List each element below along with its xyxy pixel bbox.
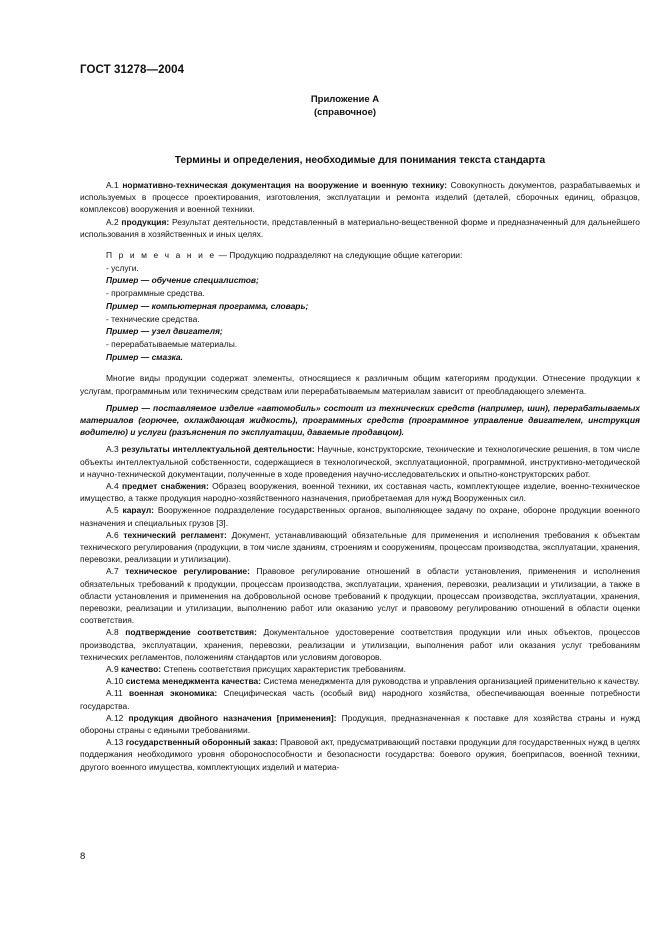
term-definition: Научные, конструкторские, технические и технологические решения, в том числе объекты интеллектуальной собственности, содержащиеся в технологической, эксплуатационной, программной, инструктивно-методической и научно-технической документации, полученные в ходе проведения научно-исследовательских и опытно-конструкторских работ. bbox=[80, 444, 640, 479]
term-number: А.9 bbox=[106, 664, 119, 675]
note-example: Пример — обучение специалистов; bbox=[106, 275, 259, 286]
term-definition: Система менеджмента для руководства и управления организацией применительно к качеству. bbox=[263, 676, 640, 687]
note-intro bbox=[106, 249, 640, 262]
note-label: П р и м е ч а н и е bbox=[106, 250, 217, 261]
term-a3 bbox=[80, 443, 640, 480]
term-number: А.1 bbox=[106, 180, 119, 190]
note-line: - перерабатываемые материалы. bbox=[106, 338, 238, 349]
term-name: подтверждение соответствия: bbox=[125, 627, 257, 638]
term-number: А.8 bbox=[106, 627, 119, 638]
term-name: военная экономика: bbox=[129, 688, 218, 699]
term-definition: Образец вооружения, военной техники, их составная часть, комплектующее изделие, военно-техническое имущество, а также продукция народно-хозяйственного назначения, приобретаемая для нужд Вооруженных сил. bbox=[80, 480, 640, 504]
term-number: А.4 bbox=[106, 480, 119, 491]
term-number: А.12 bbox=[106, 712, 124, 723]
term-a1 bbox=[80, 179, 640, 216]
term-name: техническое регулирование: bbox=[125, 566, 250, 577]
appendix-heading bbox=[250, 93, 440, 119]
standard-code: ГОСТ 31278—2004 bbox=[80, 64, 185, 76]
term-definition: Продукция, предназначенная к поставке для хозяйства страны и нужд обороны страны с едиными требованиями. bbox=[80, 712, 640, 736]
term-number: А.3 bbox=[106, 444, 119, 455]
term-definition: Специфическая часть (особый вид) народного хозяйства, обеспечивающая военные потребности государства. bbox=[80, 688, 640, 711]
term-a10 bbox=[80, 675, 640, 687]
term-name: система менеджмента качества: bbox=[125, 676, 262, 687]
product-categories-note bbox=[106, 249, 640, 363]
note-intro-text: — Продукцию подразделяют на следующие общие категории: bbox=[218, 250, 463, 261]
term-definition: Правовой акт, предусматривающий поставки продукции для государственных нужд в целях поддержания необходимого уровня обороноспособности и безопасности государства: боевого оружия, боеприпасов, военной техники, другого военного имущества, комплектующих изделий и материа- bbox=[80, 737, 640, 772]
term-a13 bbox=[80, 736, 640, 773]
term-name: результаты интеллектуальной деятельности: bbox=[121, 444, 315, 455]
note-example: Пример — компьютерная программа, словарь; bbox=[106, 300, 309, 311]
term-definition: Результат деятельности, представленный в материально-вещественной форме и предназначенный для дальнейшего использования в хозяйственных и иных целях. bbox=[80, 216, 640, 239]
page-number: 8 bbox=[80, 851, 86, 862]
term-name: качество: bbox=[121, 664, 162, 675]
term-definition: Документ, устанавливающий обязательные для применения и исполнения требования к объектам технического регулирования (продукции, в том числе зданиям, строениям и сооружениям, процессам производства, эксплуатации, хранения, перевозки, реализации и утилизации). bbox=[80, 529, 640, 565]
note-line: - технические средства. bbox=[106, 313, 200, 324]
term-number: А.7 bbox=[106, 566, 119, 577]
term-name: продукция: bbox=[121, 216, 170, 227]
term-a6 bbox=[80, 529, 640, 566]
term-number: А.11 bbox=[106, 688, 123, 699]
term-name: государственный оборонный заказ: bbox=[125, 737, 278, 748]
term-name: нормативно-техническая документация на вооружение и военную технику: bbox=[122, 180, 448, 190]
term-a12 bbox=[80, 712, 640, 736]
term-definition: Вооруженное подразделение государственных органов, выполняющее задачу по охране, обороне продукции военного назначения и специальных грузов [3]. bbox=[80, 505, 640, 528]
term-number: А.6 bbox=[106, 529, 119, 540]
document-body bbox=[80, 179, 640, 773]
term-name: продукция двойного назначения [применения]: bbox=[128, 712, 337, 723]
term-definition: Документальное удостоверение соответствия продукции или иных объектов, процессов производства, эксплуатации, хранения, перевозки, реализации и утилизации, выполнения работ или оказания услуг требованиям технических регламентов, положениям стандартов или условиям договоров. bbox=[80, 627, 640, 662]
term-number: А.2 bbox=[106, 216, 119, 227]
term-a7 bbox=[80, 565, 640, 626]
note-line: - программные средства. bbox=[106, 288, 205, 299]
term-name: технический регламент: bbox=[123, 529, 227, 540]
note-example: Пример — узел двигателя; bbox=[106, 326, 223, 337]
term-a11 bbox=[80, 687, 640, 711]
term-number: А.13 bbox=[106, 737, 124, 748]
term-definition: Совокупность документов, разрабатываемых и используемых в процессе проектирования, изготовления, эксплуатации и ремонта изделий (деталей, сборочных единиц, образцов, комплексов) вооружения и военной техники. bbox=[80, 180, 640, 215]
term-number: А.5 bbox=[106, 505, 119, 516]
term-a4 bbox=[80, 480, 640, 504]
term-definition: Степень соответствия присущих характеристик требованиям. bbox=[163, 664, 406, 675]
term-a8 bbox=[80, 626, 640, 663]
term-a5 bbox=[80, 504, 640, 528]
product-elements-paragraph: Многие виды продукции содержат элементы, относящиеся к различным общим категориям продукции. Отнесение продукции к услугам, программным или техническим средствам или перерабатываемым материалам зависит от преобладающего элемента. bbox=[80, 373, 640, 396]
term-a2 bbox=[80, 216, 640, 240]
term-name: караул: bbox=[122, 505, 154, 516]
car-example-paragraph: Пример — поставляемое изделие «автомобиль» состоит из технических средств (например, шин), перерабатываемых материалов (горючее, охлаждающая жидкость), программных средств (программное управление двигателем, инструкция водителю) и услуги (разъяснения по эксплуатации, даваемые продавцом). bbox=[80, 402, 640, 438]
section-title: Термины и определения, необходимые для понимания текста стандарта bbox=[174, 155, 546, 166]
term-name: предмет снабжения: bbox=[122, 480, 209, 491]
appendix-title: Приложение А bbox=[310, 94, 380, 105]
note-example: Пример — смазка. bbox=[106, 351, 183, 362]
appendix-subtitle: (справочное) bbox=[313, 107, 377, 118]
term-definition: Правовое регулирование отношений в области установления, применения и исполнения обязательных требований к продукции, процессам производства, эксплуатации, хранения, перевозки, реализации и утилизации, а также в области установления и применения на добровольной основе требований к продукции, процессам производства, эксплуатации, хранения, перевозки, реализации и утилизации, выполнению работ или оказанию услуг и правовому регулированию отношений в области оценки соответствия. bbox=[80, 566, 640, 626]
term-a9 bbox=[80, 663, 640, 675]
note-line: - услуги. bbox=[106, 262, 139, 273]
term-number: А.10 bbox=[106, 676, 124, 687]
